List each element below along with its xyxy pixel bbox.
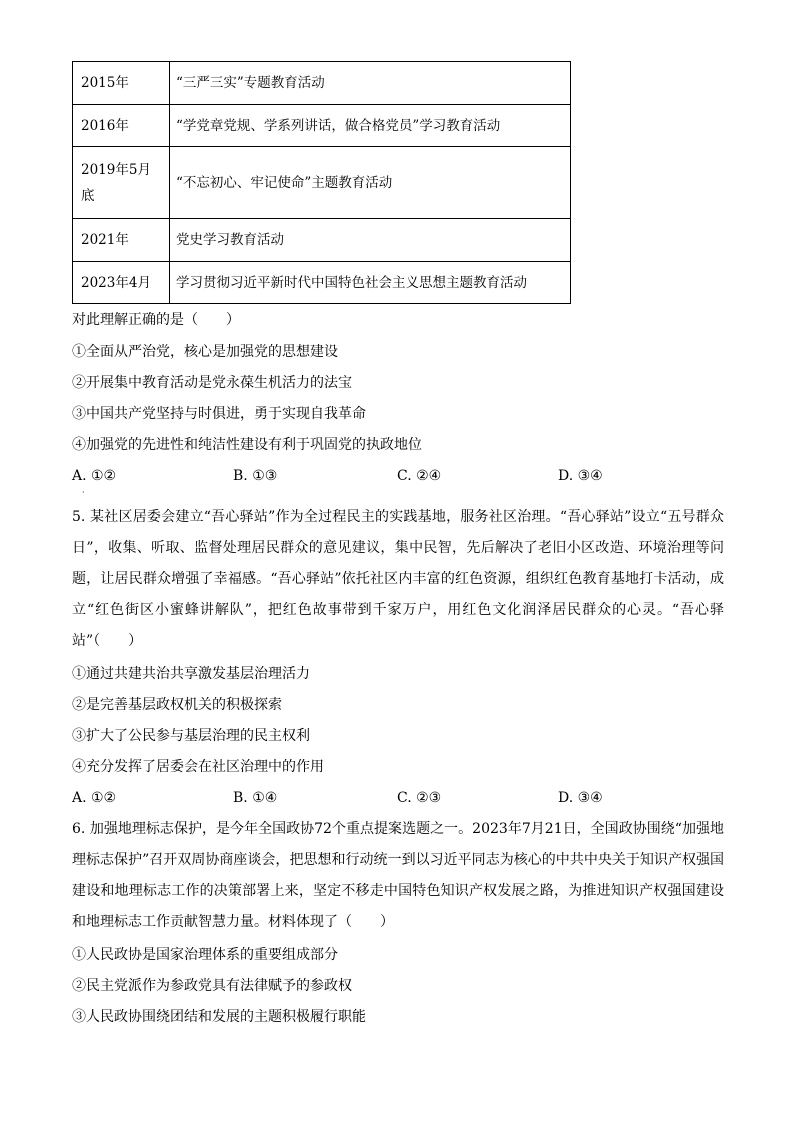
q4-option-a[interactable]: A. ①② [72,468,117,484]
table-cell-date: 2023年4月 [73,262,170,304]
table-cell-event: “不忘初心、牢记使命”主题教育活动 [170,147,571,219]
table-cell-date: 2019年5月底 [73,147,170,219]
q5-option-c[interactable]: C. ②③ [397,790,442,806]
q4-item: ②开展集中教育活动是党永葆生机活力的法宝 [72,375,352,391]
q4-option-b[interactable]: B. ①③ [233,468,278,484]
education-activities-table [72,61,571,304]
q4-item: ③中国共产党坚持与时俱进，勇于实现自我革命 [72,406,366,422]
q5-option-a[interactable]: A. ①② [72,790,117,806]
q6-item: ①人民政协是国家治理体系的重要组成部分 [72,947,338,963]
q4-stem: 对此理解正确的是（ ） [72,312,240,328]
table-cell-date: 2021年 [73,219,170,262]
q5-item: ④充分发挥了居委会在社区治理中的作用 [72,759,324,775]
q4-option-c[interactable]: C. ②④ [397,468,442,484]
stray-dot: · [82,488,85,497]
table-cell-date: 2015年 [73,62,170,105]
q4-option-d[interactable]: D. ③④ [558,468,603,484]
q5-item: ②是完善基层政权机关的积极探索 [72,697,282,713]
q5-option-d[interactable]: D. ③④ [558,790,603,806]
q4-item: ④加强党的先进性和纯洁性建设有利于巩固党的执政地位 [72,437,422,453]
table-cell-event: 学习贯彻习近平新时代中国特色社会主义思想主题教育活动 [170,262,571,304]
q6-item: ③人民政协围绕团结和发展的主题积极履行职能 [72,1009,366,1025]
q5-item: ③扩大了公民参与基层治理的民主权利 [72,728,310,744]
q5-item: ①通过共建共治共享激发基层治理活力 [72,666,310,682]
q6-stem: 6. 加强地理标志保护，是今年全国政协72个重点提案选题之一。2023年7月21日，全国政协围绕“加强地理标志保护”召开双周协商座谈会，把思想和行动统一到以习近平同志为核心的中共中央关于知识产权强国建设和地理标志工作的决策部署上来，坚定不移走中国特色知识产权发展之路，为推进知识产权强国建设和地理标志工作贡献智慧力量。材料体现了（ ） [72,821,724,930]
table-cell-date: 2016年 [73,105,170,147]
q5-stem: 5. 某社区居委会建立“吾心驿站”作为全过程民主的实践基地，服务社区治理。“吾心驿站”设立“五号群众日”，收集、听取、监督处理居民群众的意见建议，集中民智，先后解决了老旧小区改造、环境治理等问题，让居民群众增强了幸福感。“吾心驿站”依托社区内丰富的红色资源，组织红色教育基地打卡活动，成立“红色街区小蜜蜂讲解队”，把红色故事带到千家万户，用红色文化润泽居民群众的心灵。“吾心驿站”（ ） [72,509,724,649]
q6-item: ②民主党派作为参政党具有法律赋予的参政权 [72,978,352,994]
table-cell-event: “学党章党规、学系列讲话，做合格党员”学习教育活动 [170,105,571,147]
table-cell-event: “三严三实”专题教育活动 [170,62,571,105]
table-row [73,62,571,105]
table-row [73,147,571,219]
q4-item: ①全面从严治党，核心是加强党的思想建设 [72,344,338,360]
q5-option-b[interactable]: B. ①④ [233,790,278,806]
table-cell-event: 党史学习教育活动 [170,219,571,262]
table-row [73,105,571,147]
table-row [73,262,571,304]
table-row [73,219,571,262]
